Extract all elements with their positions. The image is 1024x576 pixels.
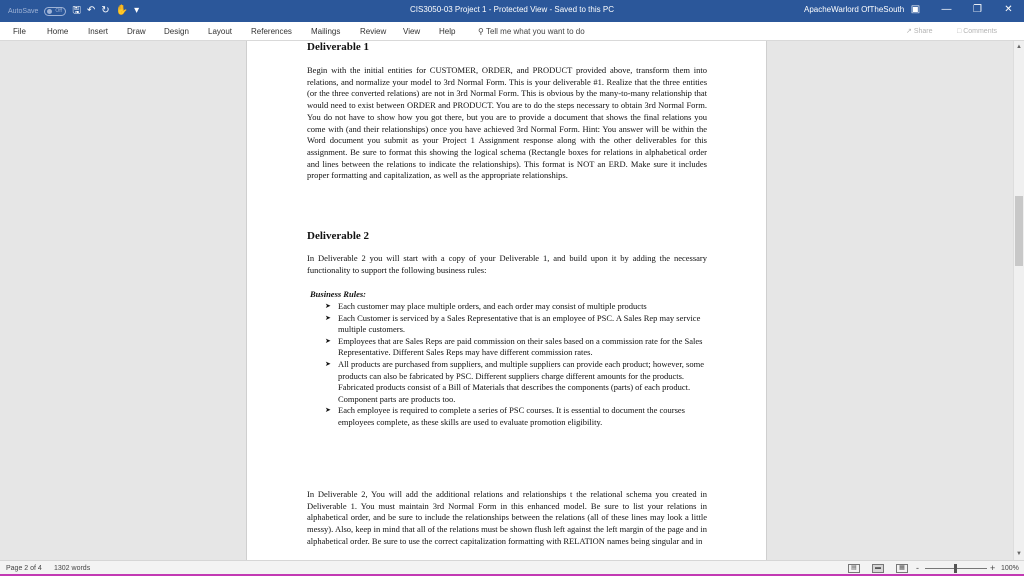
document-page[interactable] [246, 41, 767, 560]
share-icon: ↗ [906, 28, 912, 35]
share-button[interactable] [906, 26, 933, 37]
zoom-out-button[interactable]: - [916, 563, 919, 573]
tell-me-text: Tell me what you want to do [485, 27, 585, 36]
deliverable2-text: In Deliverable 2 you will start with a copy of your Deliverable 1, and build upon it by adding the necessary functionality to support the following business rules: [307, 253, 707, 275]
save-icon[interactable]: 🖫 [72, 5, 81, 16]
closing-text: In Deliverable 2, You will add the additional relations and relationships t the relational schema you created in Deliverable 1. You must maintain 3rd Normal Form in this enhanced model. Be sure to list your relations in alphabetical order, and be sure to include the relationships between the relations (all of these lines may look a little messy). Also, keep in mind that all of the relations must be shown flush left against the left margin of the page and in alphabetical order. Be sure to use the correct capitalization formatting with RELATION names being singular and in [307, 489, 707, 546]
autosave-label: AutoSave [8, 7, 39, 15]
business-rules-title: Business Rules: [310, 289, 366, 299]
deliverable2-heading: Deliverable 2 [307, 230, 370, 242]
tab-references[interactable]: References [251, 27, 292, 36]
user-name[interactable]: ApacheWarlord OfTheSouth [804, 5, 905, 14]
zoom-slider-thumb[interactable] [954, 564, 957, 573]
redo-icon[interactable]: ↻ [101, 5, 110, 16]
tab-file[interactable]: File [13, 27, 26, 36]
arrow-bullet-icon: ➤ [325, 359, 331, 368]
comments-button[interactable] [957, 26, 997, 37]
business-rules-list [325, 301, 707, 429]
customize-qat-icon[interactable]: ▾ [134, 5, 140, 16]
scroll-thumb[interactable] [1015, 196, 1023, 266]
list-item: ➤ Each employee is required to complete a series of PSC courses. It is essential to document the courses employees complete, as these skills are used to evaluate promotion eligibility. [325, 405, 685, 427]
zoom-level[interactable]: 100% [1001, 565, 1019, 572]
tell-me-box[interactable] [478, 22, 585, 41]
title-bar [0, 0, 1024, 22]
arrow-bullet-icon: ➤ [325, 302, 331, 310]
autosave-toggle[interactable]: Off [44, 7, 66, 16]
touch-mode-icon[interactable]: ✋ [115, 5, 129, 16]
tab-home[interactable]: Home [47, 27, 69, 36]
quick-access-toolbar [8, 0, 139, 22]
page-count[interactable]: Page 2 of 4 [6, 565, 42, 572]
document-title: CIS3050-03 Project 1 - Protected View - Saved to this PC [410, 5, 614, 14]
document-canvas[interactable] [0, 41, 1013, 560]
zoom-in-button[interactable]: + [990, 563, 996, 573]
tab-mailings[interactable]: Mailings [311, 27, 341, 36]
tab-draw[interactable]: Draw [127, 27, 146, 36]
print-layout-icon[interactable]: ▬ [872, 564, 884, 573]
deliverable1-heading: Deliverable 1 [307, 41, 370, 53]
tab-layout[interactable]: Layout [208, 27, 233, 36]
window-controls [900, 0, 1024, 22]
comments-label: Comments [963, 28, 998, 35]
list-item: ➤ Each Customer is serviced by a Sales Representative that is an employee of PSC. A Sales Rep may service multiple customers. [325, 312, 701, 335]
tab-insert[interactable]: Insert [88, 27, 109, 36]
ribbon-tabs [0, 22, 1024, 41]
list-item: ➤ All products are purchased from suppliers, and multiple suppliers can provide each product; however, some products can also be fabricated by PSC. Different suppliers charge different amounts for the products. Fabricated products consist of a Bill of Materials that describes the components (parts) of each product. Component parts are products too. [325, 358, 704, 404]
list-item: ➤ Each customer may place multiple orders, and each order may consist of multiple products [325, 301, 647, 311]
arrow-bullet-icon: ➤ [325, 313, 331, 322]
list-item: ➤ Employees that are Sales Reps are paid commission on their sales based on a commission rate for the Sales Representative. Different Sales Reps may have different commission rates. [325, 335, 703, 358]
comments-icon: □ [957, 28, 962, 35]
search-icon: ⚲ [478, 27, 484, 36]
scroll-up-icon[interactable]: ▲ [1016, 44, 1022, 50]
vertical-scrollbar[interactable] [1013, 41, 1024, 560]
arrow-bullet-icon: ➤ [325, 406, 331, 415]
tab-review[interactable]: Review [360, 27, 387, 36]
ribbon-display-options-icon[interactable]: ▣ [910, 4, 921, 15]
tab-design[interactable]: Design [164, 27, 189, 36]
close-icon[interactable]: ✕ [1004, 4, 1013, 15]
deliverable1-text: Begin with the initial entities for CUSTOMER, ORDER, and PRODUCT provided above, transform them into relations, and normalize your model to 3rd Normal Form. This is your deliverable #1. Realize that the three entities (or the three converted relations) are not in 3rd Normal Form. This is obvious by the many-to-many relationship that would need to exist between ORDER and PRODUCT. You are to do the steps necessary to obtain 3rd Normal Form. You do not have to show how you got there, but you are to provide a document that shows the final relations you come with (and their relationships) once you have achieved 3rd Normal Form. Hint: You answer will be within the Word document you submit as your Project 1 Assignment response along with the other deliverables for this assignment. Be sure to format this showing the logical schema (Rectangle boxes for relations in alphabetical order and lines between the relations to indicate the relationships). This format is NOT an ERD. Make sure it includes proper formatting and capitalization, as well as the appropriate relationships. [307, 65, 707, 181]
word-count[interactable]: 1302 words [54, 565, 91, 572]
share-label: Share [913, 28, 933, 35]
minimize-icon[interactable]: — [941, 4, 952, 15]
tab-view[interactable]: View [403, 27, 421, 36]
tab-help[interactable]: Help [439, 27, 456, 36]
arrow-bullet-icon: ➤ [325, 336, 331, 345]
restore-icon[interactable]: ❐ [973, 4, 982, 15]
read-mode-icon[interactable]: ▤ [848, 564, 860, 573]
web-layout-icon[interactable]: ▦ [896, 564, 908, 573]
undo-icon[interactable]: ↶ [86, 5, 96, 16]
scroll-down-icon[interactable]: ▼ [1016, 551, 1022, 557]
